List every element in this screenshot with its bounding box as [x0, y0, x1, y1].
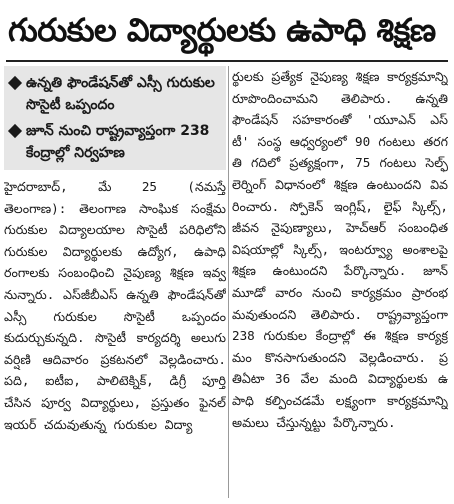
dateline: హైదరాబాద్, మే 25 (నమస్తే తెలంగాణ):: [4, 179, 226, 216]
right-column: [232, 66, 448, 500]
highlights-box: [4, 66, 226, 170]
column-divider: [228, 66, 229, 498]
headline: గురుకుల విద్యార్థులకు ఉపాధి శిక్షణ: [8, 11, 436, 49]
highlight-item: [8, 72, 222, 116]
highlight-text: జూన్ నుంచి రాష్ట్రవ్యాప్తంగా 238 కేంద్రాల్లో నిర్వహణ: [26, 123, 210, 161]
article-text-right: ర్థులకు ప్రత్యేక నైపుణ్య శిక్షణ కార్యక్రమాన్ని రూపొందించామని తెలిపారు. ఉన్నతి ఫౌండేషన్ సహకారంతో 'యూఎన్ ఎస్ టీ' సంస్థ ఆధ్వర్యంలో 90 గంటలు తరగతి గదిలో ప్రత్యక్షంగా, 75 గంటలు సెల్ఫ్ లెర్నింగ్ విధానంలో శిక్షణ ఉంటుందని వివరించారు. స్పోకెన్ ఇంగ్లిష్, లైఫ్ స్కిల్స్, జీవన నైపుణ్యాలు, హెచ్‌ఆర్ సంబంధిత విషయాల్లో స్కిల్స్, ఇంటర్వ్యూ అంశాలపై శిక్షణ ఉంటుందని పేర్కొన్నారు. జూన్ మూడో వారం నుంచి కార్యక్రమం ప్రారంభమవుతుందని తెలిపారు. రాష్ట్రవ్యాప్తంగా 238 గురుకుల కేంద్రాల్లో ఈ శిక్షణ కార్యక్రమం కొనసాగుతుందని వెల్లడించారు. ప్రతిఏటా 36 వేల మంది విద్యార్థులకు ఉపాధి కల్పించడమే లక్ష్యంగా కార్యక్రమాన్ని అమలు చేస్తున్నట్టు పేర్కొన్నారు.: [232, 69, 448, 430]
left-column: [4, 66, 226, 500]
diamond-bullet-icon: [8, 76, 22, 90]
highlight-item: [8, 120, 222, 164]
article-body-left: [4, 176, 226, 435]
highlight-text: ఉన్నతి ఫౌండేషన్‌తో ఎస్సీ గురుకుల సొసైటీ ఒప్పందం: [26, 75, 215, 113]
diamond-bullet-icon: [8, 124, 22, 138]
article-text-left: తెలంగాణ సాంఘిక సంక్షేమ గురుకుల విద్యాలయాల సొసైటీ పరిధిలోని గురుకుల విద్యార్థులకు ఉద్యోగ, ఉపాధి రంగాలకు సంబంధించి నైపుణ్య శిక్షణ ఇవ్వనున్నారు. ఎస్‌జీబీఎస్ ఉన్నతి ఫౌండేషన్‌తో ఎస్సీ గురుకుల సొసైటీ ఒప్పందం కుదుర్చుకున్నది. సొసైటీ కార్యదర్శి అలుగు వర్షిణి ఆదివారం ప్రకటనలో వెల్లడించారు. పది, ఐటీఐ, పాలిటెక్నిక్, డిగ్రీ పూర్తి చేసిన పూర్వ విద్యార్థులు, ప్రస్తుతం ఫైనల్ ఇయర్ చదువుతున్న గురుకుల విద్యా: [4, 200, 226, 432]
article-body-right: [232, 66, 448, 433]
headline-rule: [6, 60, 448, 62]
